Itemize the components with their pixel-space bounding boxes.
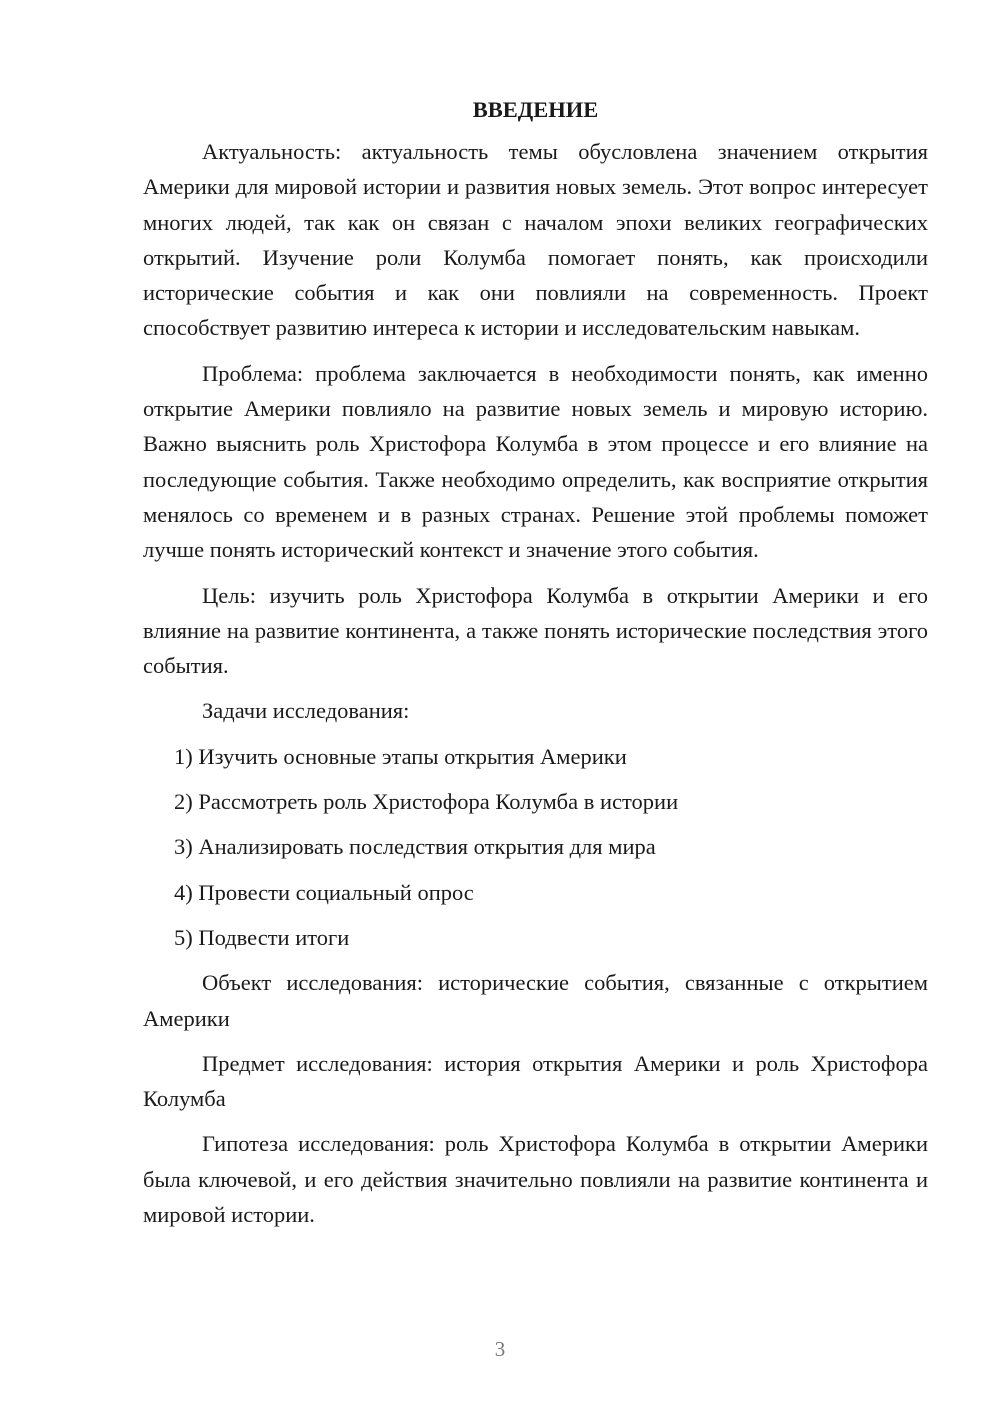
task-item-3: 3) Анализировать последствия открытия для мира [174,834,656,860]
task-item-5: 5) Подвести итоги [174,924,350,950]
paragraph-problem: Проблема: проблема заключается в необходимости понять, как именно открытие Америки повлияло на развитие новых земель и мировую историю. Важно выяснить роль Христофора Колумба в этом процессе и его влияние на последующие события. Также необходимо определить, как восприятие открытия менялось со временем и в разных странах. Решение этой проблемы поможет лучше понять исторический контекст и значение этого события. [143,360,928,563]
paragraph-goal: Цель: изучить роль Христофора Колумба в открытии Америки и его влияние на развитие континента, а также понять исторические последствия этого события. [143,582,928,679]
tasks-heading: Задачи исследования: [202,698,410,724]
task-item-4: 4) Провести социальный опрос [174,879,474,905]
paragraph-hypothesis: Гипотеза исследования: роль Христофора Колумба в открытии Америки была ключевой, и его действия значительно повлияли на развитие континента и мировой истории. [143,1131,928,1228]
paragraph-subject: Предмет исследования: история открытия Америки и роль Христофора Колумба [143,1050,928,1112]
document-page [143,95,928,1242]
page-number: 3 [494,1337,506,1361]
paragraph-relevance: Актуальность: актуальность темы обусловлена значением открытия Америки для мировой истории и развития новых земель. Этот вопрос интересует многих людей, так как он связан с началом эпохи великих географических открытий. Изучение роли Колумба помогает понять, как происходили исторические события и как они повлияли на современность. Проект способствует развитию интереса к истории и исследовательским навыкам. [143,139,928,341]
paragraph-object: Объект исследования: исторические события, связанные с открытием Америки [143,970,928,1031]
task-item-1: 1) Изучить основные этапы открытия Америки [174,743,627,769]
page-title: ВВЕДЕНИЕ [472,97,599,122]
task-item-2: 2) Рассмотреть роль Христофора Колумба в истории [174,789,679,815]
